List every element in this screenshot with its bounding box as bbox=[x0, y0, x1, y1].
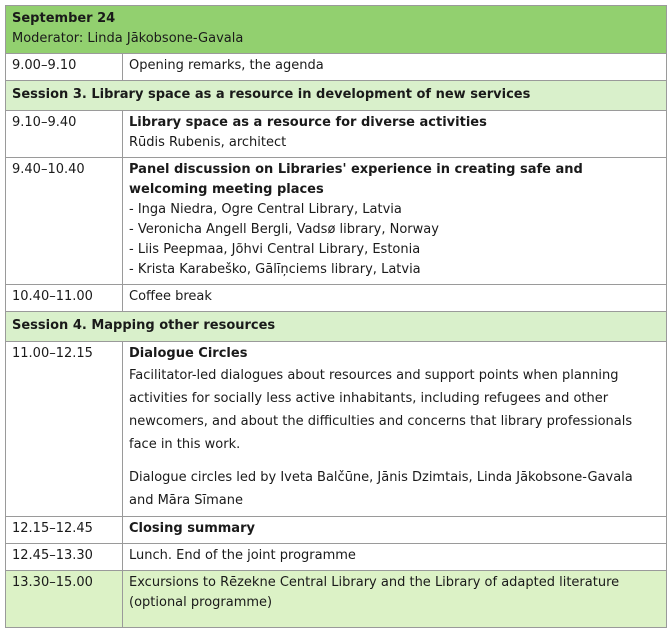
date-heading: September 24 bbox=[12, 11, 116, 26]
activity-description: Facilitator-led dialogues about resources and support points when planning activities for socially less active inhabitants, including refugees and other newcomers, and about the difficulties and concerns that library professionals face in this work. bbox=[129, 368, 633, 452]
panelist: - Krista Karabeško, Gālīņciems library, Latvia bbox=[129, 262, 421, 277]
time-cell: 12.15–12.45 bbox=[6, 517, 123, 544]
agenda-row bbox=[6, 54, 667, 81]
time-cell: 13.30–15.00 bbox=[6, 571, 123, 628]
activity-leaders: Dialogue circles led by Iveta Balčūne, Jānis Dzimtais, Linda Jākobsone-Gavala and Māra Sīmane bbox=[129, 470, 633, 508]
speaker: Rūdis Rubenis, architect bbox=[129, 135, 287, 150]
activity-cell: Lunch. End of the joint programme bbox=[123, 544, 667, 571]
time-cell: 12.45–13.30 bbox=[6, 544, 123, 571]
agenda-row bbox=[6, 158, 667, 285]
optional-row bbox=[6, 571, 667, 628]
activity-cell: Opening remarks, the agenda bbox=[123, 54, 667, 81]
session-heading: Session 3. Library space as a resource in development of new services bbox=[6, 81, 667, 111]
panelist: - Veronicha Angell Bergli, Vadsø library, Norway bbox=[129, 222, 439, 237]
activity-cell: Excursions to Rēzekne Central Library and the Library of adapted literature (optional programme) bbox=[123, 571, 667, 628]
activity-title: Library space as a resource for diverse activities bbox=[129, 115, 487, 130]
time-cell: 9.10–9.40 bbox=[6, 111, 123, 158]
session-row bbox=[6, 312, 667, 342]
activity-cell bbox=[123, 342, 667, 517]
activity-title: Closing summary bbox=[123, 517, 667, 544]
agenda-row bbox=[6, 285, 667, 312]
agenda-row bbox=[6, 342, 667, 517]
time-cell: 11.00–12.15 bbox=[6, 342, 123, 517]
programme-table bbox=[5, 5, 667, 628]
day-header-row bbox=[6, 6, 667, 54]
time-cell: 10.40–11.00 bbox=[6, 285, 123, 312]
panelist: - Liis Peepmaa, Jõhvi Central Library, Estonia bbox=[129, 242, 421, 257]
day-header bbox=[6, 6, 667, 54]
activity-title: Panel discussion on Libraries' experience in creating safe and welcoming meeting places bbox=[129, 162, 583, 197]
activity-cell bbox=[123, 158, 667, 285]
time-cell: 9.40–10.40 bbox=[6, 158, 123, 285]
session-row bbox=[6, 81, 667, 111]
moderator-line: Moderator: Linda Jākobsone-Gavala bbox=[12, 31, 244, 46]
session-heading: Session 4. Mapping other resources bbox=[6, 312, 667, 342]
time-cell: 9.00–9.10 bbox=[6, 54, 123, 81]
agenda-row bbox=[6, 544, 667, 571]
activity-title: Dialogue Circles bbox=[129, 346, 248, 361]
agenda-row bbox=[6, 111, 667, 158]
activity-cell bbox=[123, 111, 667, 158]
activity-cell: Coffee break bbox=[123, 285, 667, 312]
panelist: - Inga Niedra, Ogre Central Library, Latvia bbox=[129, 202, 402, 217]
agenda-row bbox=[6, 517, 667, 544]
